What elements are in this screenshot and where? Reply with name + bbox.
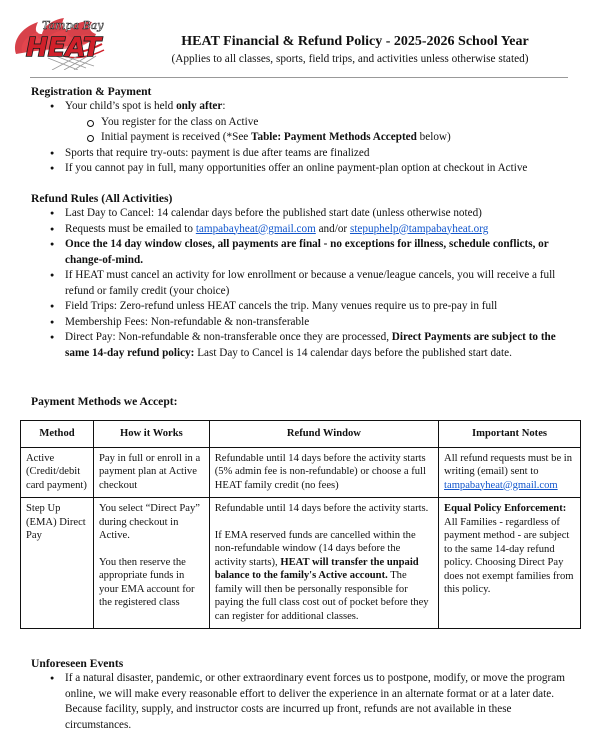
unforeseen-heading: Unforeseen Events bbox=[31, 657, 124, 670]
spot-bold: only after bbox=[176, 100, 223, 112]
email-link-stepuphelp[interactable]: stepuphelp@tampabayheat.org bbox=[349, 222, 489, 235]
how-text: You select “Direct Pay” during checkout in Active. bbox=[98, 503, 200, 541]
email-prefix: Requests must be emailed to bbox=[65, 222, 196, 235]
table-row bbox=[21, 447, 581, 498]
list-item: You register for the class on Active bbox=[87, 115, 580, 131]
how-cell bbox=[93, 498, 209, 629]
direct-prefix: Direct Pay: Non-refundable & non-transferable once they are processed, bbox=[65, 331, 392, 343]
list-item bbox=[50, 222, 580, 238]
refund-prefix: If EMA reserved funds are cancelled within the non-refundable window (14 days before the activity starts), bbox=[214, 529, 416, 568]
payment-methods-table bbox=[20, 420, 581, 629]
list-item: ● Membership Fees: Non-refundable & non-transferable bbox=[50, 315, 580, 331]
sub2-prefix: Initial payment is received (*See bbox=[101, 131, 252, 143]
page-subtitle: (Applies to all classes, sports, field trips, and activities unless otherwise stated) bbox=[171, 53, 529, 65]
method-cell: Active (Credit/debit card payment) bbox=[21, 447, 94, 498]
refund-cell: Refundable until 14 days before the activity starts (5% admin fee is non-refundable) or choose a full HEAT family credit (no fees) bbox=[209, 447, 438, 498]
refund-text: Refundable until 14 days before the activity starts. bbox=[214, 503, 429, 514]
spot-suffix: : bbox=[222, 100, 226, 112]
notes-cell bbox=[439, 498, 581, 629]
logo-script-text: Tampa Bay bbox=[42, 19, 104, 32]
list-item: ● If HEAT must cancel an activity for low enrollment or because a venue/league cancels, you will receive a full refund or family credit (your choice) bbox=[50, 268, 580, 299]
table-header-row bbox=[21, 421, 581, 448]
column-header: How it Works bbox=[93, 421, 209, 448]
list-item bbox=[50, 330, 580, 361]
refund-bold: HEAT will transfer the unpaid balance to the family's Active account. bbox=[214, 556, 419, 581]
column-header: Refund Window bbox=[209, 421, 438, 448]
refund-suffix: The family will then be personally responsible for paying the full class cost out of pocket before they can register for additional classes. bbox=[214, 570, 429, 622]
list-item: ● Last Day to Cancel: 14 calendar days before the published start date (unless otherwise noted) bbox=[50, 206, 580, 222]
direct-suffix: Last Day to Cancel is 14 calendar days before the published start date. bbox=[194, 346, 512, 359]
how-cell: Pay in full or enroll in a payment plan at Active checkout bbox=[93, 447, 209, 498]
notes-cell bbox=[439, 447, 581, 498]
email-link-tampabayheat[interactable]: tampabayheat@gmail.com bbox=[195, 222, 316, 235]
notes-text: All Families - regardless of payment method - are subject to the same 14-day refund policy. Choosing Direct Pay does not exempt families from this policy. bbox=[444, 516, 574, 595]
email-mid: and/or bbox=[315, 222, 350, 235]
final-bold: Once the 14 day window closes, all payments are final - no exceptions for illness, schedule conflicts, or change-of-mind. bbox=[65, 238, 549, 266]
page-title: HEAT Financial & Refund Policy - 2025-2026 School Year bbox=[181, 34, 529, 49]
refund-list bbox=[50, 206, 580, 361]
header-divider bbox=[30, 77, 568, 78]
column-header: Important Notes bbox=[439, 421, 581, 448]
column-header: Method bbox=[21, 421, 94, 448]
refund-text bbox=[215, 529, 433, 624]
refund-cell bbox=[209, 498, 438, 629]
sub2-bold: Table: Payment Methods Accepted bbox=[251, 131, 417, 143]
unforeseen-list bbox=[50, 671, 580, 733]
email-link-tampabayheat[interactable]: tampabayheat@gmail.com bbox=[444, 479, 558, 491]
table-row bbox=[21, 498, 581, 629]
payment-heading: Payment Methods we Accept: bbox=[31, 395, 178, 408]
registration-list bbox=[50, 99, 580, 177]
list-item bbox=[50, 99, 580, 146]
list-item bbox=[87, 130, 580, 146]
notes-bold: Equal Policy Enforcement: bbox=[444, 503, 567, 514]
logo-main-text: HEAT bbox=[26, 33, 101, 63]
list-item: ● Field Trips: Zero-refund unless HEAT cancels the trip. Many venues require us to pre-pay in full bbox=[50, 299, 580, 315]
notes-prefix: All refund requests must be in writing (email) sent to bbox=[444, 452, 573, 477]
how-text: You then reserve the appropriate funds in your EMA account for the registered class bbox=[98, 556, 195, 608]
method-cell: Step Up (EMA) Direct Pay bbox=[21, 498, 94, 629]
registration-heading: Registration & Payment bbox=[31, 85, 152, 98]
direct-bold: Direct Payments are subject to the same 14-day refund policy: bbox=[65, 331, 556, 359]
list-item: ● If you cannot pay in full, many opportunities offer an online payment-plan option at checkout in Active bbox=[50, 161, 580, 177]
refund-heading: Refund Rules (All Activities) bbox=[31, 192, 173, 205]
list-item: ● If a natural disaster, pandemic, or other extraordinary event forces us to postpone, modify, or move the program online, we will make every reasonable effort to deliver the experience in an alternate format or at a later date. Because facility, supply, and instructor costs are incurred up front, refunds are not available in these circumstances. bbox=[50, 671, 580, 733]
sub2-suffix: below) bbox=[416, 131, 451, 143]
spot-prefix: Your child’s spot is held bbox=[65, 100, 177, 112]
list-item: ● Sports that require try-outs: payment is due after teams are finalized bbox=[50, 146, 580, 162]
registration-sublist bbox=[65, 115, 580, 146]
heat-logo bbox=[8, 14, 108, 70]
list-item bbox=[50, 237, 580, 268]
